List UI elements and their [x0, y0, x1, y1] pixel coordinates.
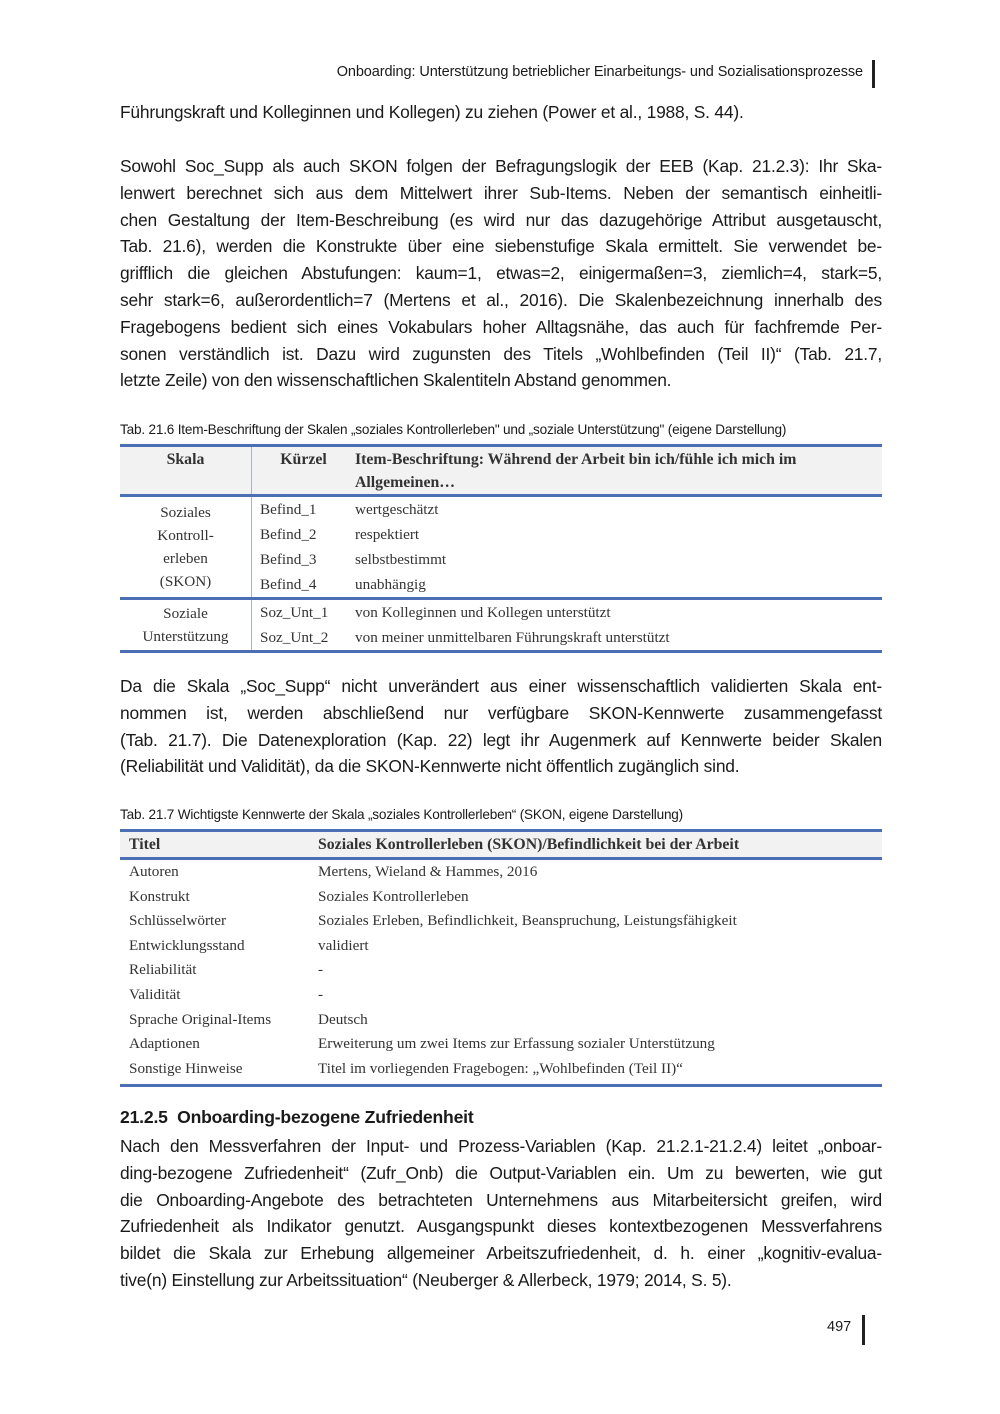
text-line: Sowohl Soc_Supp als auch SKON folgen der Befragungslogik der EEB (Kap. 21.2.3): Ihr Ska- [120, 156, 882, 176]
header-line: Allgemeinen… [355, 474, 456, 491]
scale-line: (SKON) [159, 573, 212, 590]
scale-cell-soc-supp [120, 599, 252, 652]
text-line: Zufriedenheit als Indikator genutzt. Ausgangspunkt dieses kontextbezogenen Messverfahrens [120, 1216, 882, 1237]
item-cell: respektiert [355, 526, 420, 543]
value-cell: Deutsch [318, 1010, 368, 1028]
code-cell: Befind_3 [260, 551, 317, 568]
page-number: 497 [827, 1319, 852, 1335]
table-row [120, 885, 882, 910]
table-group-skon [120, 496, 882, 599]
item-cell: wertgeschätzt [355, 501, 439, 518]
text-line: die Onboarding-Angebote des betrachteten Unternehmens aus Mitarbeitersicht greifen, wird [120, 1189, 882, 1210]
table-row [120, 1032, 882, 1057]
header-line: Item-Beschriftung: Während der Arbeit bin ich/fühle ich mich im [355, 451, 797, 468]
table-21-6-caption: Tab. 21.6 Item-Beschriftung der Skalen „soziales Kontrollerleben" und „soziale Unterstützung" (eigene Darstellung) [120, 422, 787, 437]
table-row [120, 599, 882, 626]
paragraph-3 [120, 673, 882, 780]
scale-line: erleben [163, 550, 208, 567]
value-cell: - [318, 961, 324, 979]
key-cell: Autoren [129, 863, 179, 880]
key-cell: Schlüsselwörter [129, 912, 227, 930]
text-line: Fragebogens bedient sich eines Vokabulars hoher Alltagsnähe, das auch für fachfremde Per- [120, 316, 882, 337]
running-head-rule [872, 60, 875, 88]
table-row [120, 1057, 882, 1086]
running-head: Onboarding: Unterstützung betrieblicher Einarbeitungs- und Sozialisationsprozesse [336, 64, 863, 80]
paragraph-2 [120, 153, 882, 394]
text-line: sehr stark=6, außerordentlich=7 (Mertens et al., 2016). Die Skalenbezeichnung innerhalb des [120, 289, 882, 310]
page-number-rule [862, 1315, 865, 1345]
text-line: Führungskraft und Kolleginnen und Kollegen) zu ziehen (Power et al., 1988, S. 44). [120, 102, 744, 122]
text-line: (Reliabilität und Validität), da die SKON-Kennwerte nicht öffentlich zugänglich sind. [120, 756, 740, 777]
header-item-beschriftung [355, 446, 882, 496]
code-cell: Befind_2 [260, 526, 317, 543]
value-cell: Mertens, Wieland & Hammes, 2016 [318, 863, 538, 880]
table-row [120, 934, 882, 959]
table-row [120, 909, 882, 934]
scale-line: Kontroll- [157, 527, 214, 544]
text-line: letzte Zeile) von den wissenschaftlichen Skalentiteln Abstand genommen. [120, 370, 672, 391]
key-cell: Sprache Original-Items [129, 1010, 272, 1028]
item-cell: selbstbestimmt [355, 551, 447, 568]
code-cell: Soz_Unt_2 [260, 629, 329, 646]
table-group-soziale-unterstuetzung [120, 599, 882, 652]
header-titel: Titel [129, 836, 161, 853]
code-cell: Soz_Unt_1 [260, 604, 329, 621]
table-row [120, 1008, 882, 1033]
text-line: Nach den Messverfahren der Input- und Prozess-Variablen (Kap. 21.2.1-21.2.4) leitet „onboar- [120, 1136, 882, 1156]
item-cell: von meiner unmittelbaren Führungskraft unterstützt [355, 629, 670, 646]
text-line: ding-bezogene Zufriedenheit“ (Zufr_Onb) die Output-Variablen ein. Um zu bewerten, wie gut [120, 1162, 882, 1183]
table-row [120, 859, 882, 885]
text-line: lenwert berechnet sich aus dem Mittelwert ihrer Sub-Items. Neben der semantisch einheitli- [120, 182, 882, 203]
key-cell: Sonstige Hinweise [129, 1059, 243, 1077]
table-row [120, 958, 882, 983]
value-cell: Soziales Erleben, Befindlichkeit, Beanspruchung, Leistungsfähigkeit [318, 912, 737, 930]
item-cell: von Kolleginnen und Kollegen unterstützt [355, 604, 611, 621]
text-line: Tab. 21.6), werden die Konstrukte über eine siebenstufige Skala ermittelt. Sie verwendet be- [120, 236, 882, 257]
text-line: bildet die Skala zur Erhebung allgemeiner Arbeitszufriedenheit, d. h. einer „kognitiv-evalua- [120, 1243, 882, 1264]
value-cell: Erweiterung um zwei Items zur Erfassung sozialer Unterstützung [318, 1035, 715, 1053]
value-cell: Soziales Kontrollerleben [318, 887, 469, 905]
table-21-7 [120, 829, 882, 1087]
table-header-row [120, 446, 882, 496]
scale-line: Soziales [160, 504, 211, 521]
header-skala: Skala [120, 446, 252, 496]
text-line: grifflich die gleichen Abstufungen: kaum=1, etwas=2, einigermaßen=3, ziemlich=4, stark=5, [120, 263, 882, 284]
text-line: chen Gestaltung der Item-Beschreibung (es wird nur das dazugehörige Attribut ausgetauscht, [120, 209, 882, 230]
item-cell: unabhängig [355, 576, 426, 593]
code-cell: Befind_4 [260, 576, 317, 593]
key-cell: Konstrukt [129, 887, 190, 905]
value-cell: - [318, 985, 324, 1003]
code-cell: Befind_1 [260, 501, 317, 518]
key-cell: Entwicklungsstand [129, 936, 245, 954]
scale-cell-skon [120, 496, 252, 599]
value-cell: Titel im vorliegenden Fragebogen: „Wohlbefinden (Teil II)“ [318, 1059, 683, 1077]
section-heading: 21.2.5 Onboarding-bezogene Zufriedenheit [120, 1107, 474, 1127]
table-row [120, 983, 882, 1008]
table-21-7-caption: Tab. 21.7 Wichtigste Kennwerte der Skala „soziales Kontrollerleben“ (SKON, eigene Darstellung) [120, 807, 683, 822]
table-21-6 [120, 444, 882, 653]
text-line: nommen ist, werden abschließend nur verfügbare SKON-Kennwerte zusammengefasst [120, 702, 882, 723]
text-line: (Tab. 21.7). Die Datenexploration (Kap. 22) legt ihr Augenmerk auf Kennwerte beider Skalen [120, 729, 882, 750]
table-row [120, 496, 882, 523]
text-line: sonen verständlich ist. Dazu wird zugunsten des Titels „Wohlbefinden (Teil II)“ (Tab. 21.7, [120, 343, 882, 364]
key-cell: Reliabilität [129, 961, 197, 979]
header-value: Soziales Kontrollerleben (SKON)/Befindlichkeit bei der Arbeit [318, 836, 740, 853]
key-cell: Adaptionen [129, 1035, 200, 1053]
paragraph-1 [120, 99, 882, 126]
header-kuerzel: Kürzel [280, 451, 327, 468]
paragraph-4 [120, 1133, 882, 1294]
table-header-row [120, 831, 882, 859]
text-line: Da die Skala „Soc_Supp“ nicht unverändert aus einer wissenschaftlich validierten Skala ent- [120, 676, 882, 696]
text-line: tive(n) Einstellung zur Arbeitssituation“ (Neuberger & Allerbeck, 1979; 2014, S. 5). [120, 1269, 732, 1290]
scale-line: Unterstützung [142, 628, 229, 645]
value-cell: validiert [318, 936, 369, 954]
scale-line: Soziale [163, 605, 208, 622]
key-cell: Validität [129, 985, 181, 1003]
